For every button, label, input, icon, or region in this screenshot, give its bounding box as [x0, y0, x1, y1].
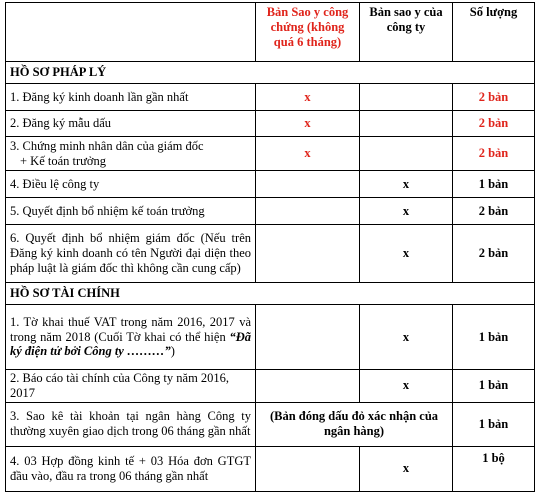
table-row: [6, 111, 535, 137]
header-col-quantity: Số lượng: [453, 3, 535, 62]
section-title-financial: HỒ SƠ TÀI CHÍNH: [6, 283, 535, 305]
item-label-emphasis: “Đã ký điện tử bởi Công ty ………”: [10, 329, 251, 359]
item-label: 4. 03 Hợp đồng kinh tế + 03 Hóa đơn GTGT đầu vào, đầu ra trong 06 tháng gần nhất: [6, 446, 256, 491]
company-mark: x: [360, 225, 453, 283]
table-row: [6, 370, 535, 403]
section-title-legal: HỒ SƠ PHÁP LÝ: [6, 62, 535, 84]
company-mark: x: [360, 370, 453, 403]
company-mark: [360, 111, 453, 137]
item-label-line1: 3. Chứng minh nhân dân của giám đốc: [10, 138, 204, 153]
notary-mark: [256, 225, 360, 283]
header-col-item: [6, 3, 256, 62]
header-row: [6, 3, 535, 62]
notary-mark: [256, 305, 360, 370]
company-mark: x: [360, 198, 453, 225]
item-label: [6, 137, 256, 171]
item-label: 1. Đăng ký kinh doanh lần gần nhất: [6, 84, 256, 111]
item-label-line2: + Kế toán trưởng: [20, 153, 107, 168]
quantity-value: 2 bản: [453, 137, 535, 171]
quantity-value: 1 bản: [453, 171, 535, 198]
bank-confirmation-note: (Bản đóng dấu đỏ xác nhận của ngân hàng): [256, 402, 453, 446]
notary-mark: x: [256, 137, 360, 171]
company-mark: x: [360, 305, 453, 370]
notary-mark: [256, 446, 360, 491]
table-row: [6, 198, 535, 225]
item-label: 3. Sao kê tài khoản tại ngân hàng Công ty thường xuyên giao dịch trong 06 tháng gần nhất: [6, 402, 256, 446]
company-mark: [360, 137, 453, 171]
item-label: [6, 305, 256, 370]
table-row: [6, 402, 535, 446]
header-col-company-copy: Bản sao y của công ty: [360, 3, 453, 62]
quantity-value: 2 bản: [453, 84, 535, 111]
table-row: [6, 446, 535, 491]
section-row-legal: [6, 62, 535, 84]
company-mark: x: [360, 446, 453, 491]
quantity-value: 1 bản: [453, 370, 535, 403]
item-label-close: ): [170, 344, 175, 359]
company-mark: x: [360, 171, 453, 198]
table-row: [6, 305, 535, 370]
item-label: 2. Báo cáo tài chính của Công ty năm 2016, 2017: [6, 370, 256, 403]
quantity-value: 1 bản: [453, 305, 535, 370]
item-label: 5. Quyết định bổ nhiệm kế toán trưởng: [6, 198, 256, 225]
header-col-notarized: Bản Sao y công chứng (không quá 6 tháng): [256, 3, 360, 62]
quantity-value: 2 bản: [453, 198, 535, 225]
notary-mark: [256, 370, 360, 403]
quantity-value: 2 bản: [453, 225, 535, 283]
table-row: [6, 137, 535, 171]
section-row-financial: [6, 283, 535, 305]
item-label: 4. Điều lệ công ty: [6, 171, 256, 198]
document-table: [5, 2, 535, 492]
notary-mark: [256, 171, 360, 198]
item-label: 2. Đăng ký mẫu dấu: [6, 111, 256, 137]
table-row: [6, 225, 535, 283]
quantity-value: 2 bản: [453, 111, 535, 137]
company-mark: [360, 84, 453, 111]
quantity-value: 1 bộ: [453, 446, 535, 491]
notary-mark: [256, 198, 360, 225]
quantity-value: 1 bản: [453, 402, 535, 446]
table-row: [6, 84, 535, 111]
item-label: 6. Quyết định bổ nhiệm giám đốc (Nếu trên Đăng ký kinh doanh có tên Người đại diện theo pháp luật là giám đốc thì không cần cung cấp): [6, 225, 256, 283]
notary-mark: x: [256, 111, 360, 137]
notary-mark: x: [256, 84, 360, 111]
item-label-text: 1. Tờ khai thuế VAT trong năm 2016, 2017 và trong năm 2018 (Cuối Tờ khai có thể hiện: [10, 314, 251, 344]
table-row: [6, 171, 535, 198]
